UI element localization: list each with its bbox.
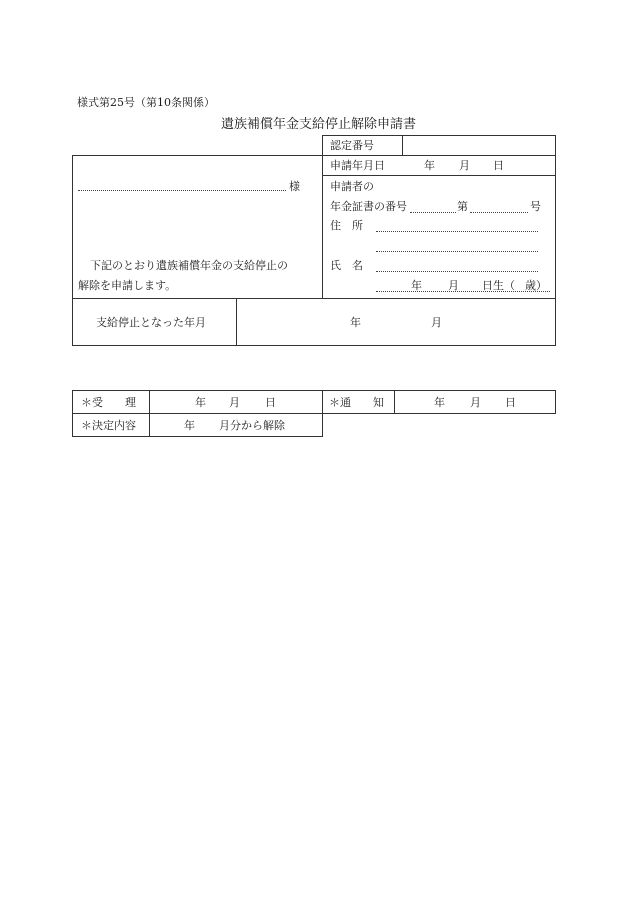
pension-certificate-field-a[interactable] [410, 212, 456, 213]
received-day: 日 [265, 396, 276, 409]
application-date-day: 日 [493, 159, 504, 172]
notice-label: ＊通 知 [329, 396, 384, 409]
suspended-year: 年 [350, 316, 361, 329]
pension-certificate-go: 号 [530, 200, 541, 213]
decision-text: 月分から解除 [219, 419, 285, 432]
birth-age: 歳） [525, 279, 547, 292]
suspended-month: 月 [431, 316, 442, 329]
name-label: 氏 名 [330, 259, 363, 272]
address-field-line-1[interactable] [376, 231, 538, 232]
decision-year: 年 [184, 419, 195, 432]
request-text-line-1: 下記のとおり遺族補償年金の支給停止の [90, 259, 288, 272]
application-date-year: 年 [424, 159, 435, 172]
request-text-line-2: 解除を申請します。 [78, 279, 177, 292]
pension-certificate-label: 年金証書の番号 [330, 200, 407, 213]
birth-month: 月 [448, 279, 459, 292]
address-label: 住 所 [330, 219, 363, 232]
addressee-field[interactable] [78, 190, 286, 191]
form-number: 様式第25号（第10条関係） [77, 96, 215, 109]
notice-year: 年 [434, 396, 445, 409]
application-date-label: 申請年月日 [330, 159, 385, 172]
birthdate-field[interactable] [376, 291, 550, 292]
received-year: 年 [195, 396, 206, 409]
received-month: 月 [229, 396, 240, 409]
pension-certificate-field-b[interactable] [470, 212, 528, 213]
received-label: ＊受 理 [81, 396, 136, 409]
page-title: 遺族補償年金支給停止解除申請書 [221, 117, 417, 132]
addressee-suffix: 様 [289, 180, 300, 193]
suspended-label: 支給停止となった年月 [96, 316, 206, 329]
applicant-label: 申請者の [330, 180, 374, 193]
notice-day: 日 [505, 396, 516, 409]
notice-month: 月 [470, 396, 481, 409]
birth-day: 日生（ [482, 279, 515, 292]
birth-year: 年 [411, 279, 422, 292]
application-date-month: 月 [459, 159, 470, 172]
address-field-line-2[interactable] [376, 251, 538, 252]
decision-label: ＊決定内容 [81, 419, 136, 432]
name-field[interactable] [376, 271, 538, 272]
certification-number-label: 認定番号 [330, 139, 374, 152]
pension-certificate-dai: 第 [457, 200, 468, 213]
